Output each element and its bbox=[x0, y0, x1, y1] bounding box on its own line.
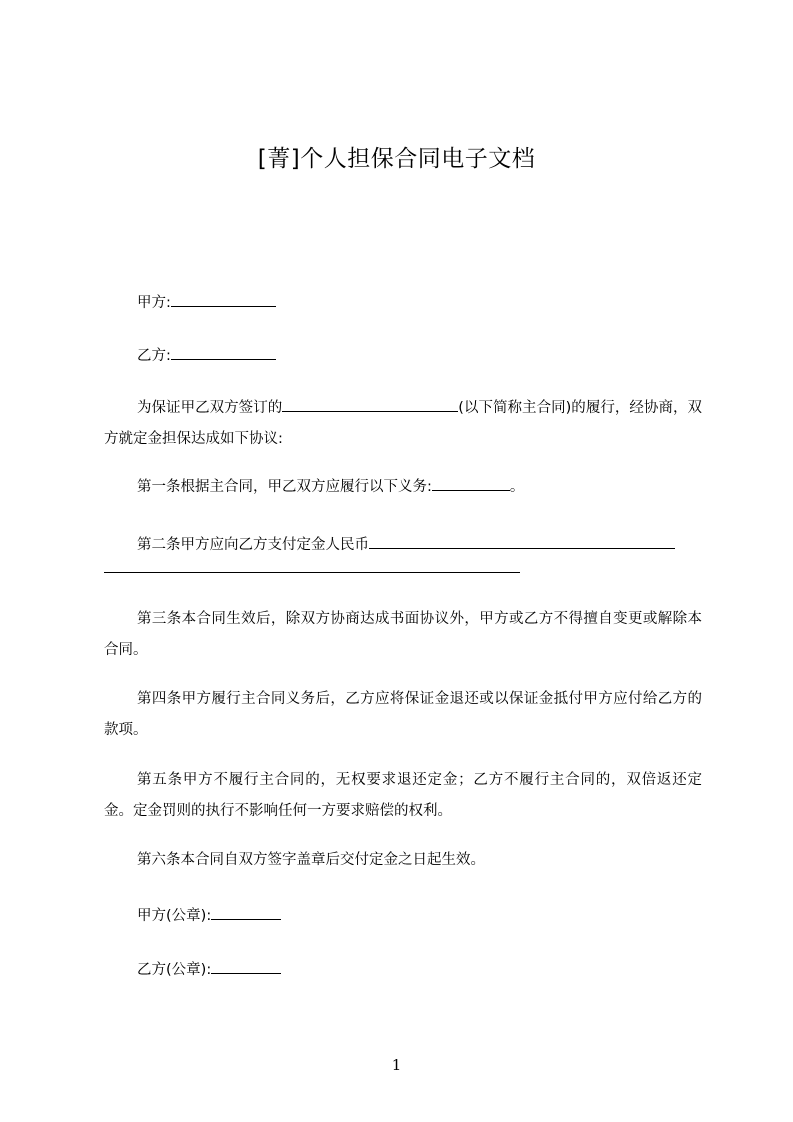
article-1-text: 第一条根据主合同，甲乙双方应履行以下义务: bbox=[137, 479, 432, 495]
party-a-line bbox=[137, 291, 276, 312]
page-number: 1 bbox=[391, 1056, 402, 1074]
article-1 bbox=[104, 472, 702, 503]
document-title: [菁]个人担保合同电子文档 bbox=[257, 146, 536, 172]
party-a-blank bbox=[171, 292, 276, 307]
main-contract-blank bbox=[282, 397, 458, 412]
seal-b-line bbox=[137, 958, 281, 979]
seal-a-line bbox=[137, 904, 281, 925]
party-a-label: 甲方: bbox=[137, 295, 171, 311]
article-6: 第六条本合同自双方签字盖章后交付定金之日起生效。 bbox=[137, 852, 485, 868]
party-b-blank bbox=[171, 345, 276, 360]
seal-a-label: 甲方(公章): bbox=[137, 908, 212, 924]
deposit-amount-blank-continued bbox=[104, 572, 520, 573]
deposit-amount-blank bbox=[369, 534, 675, 549]
seal-b-blank bbox=[211, 959, 281, 974]
seal-b-label: 乙方(公章): bbox=[137, 962, 212, 978]
article-4: 第四条甲方履行主合同义务后，乙方应将保证金退还或以保证金抵付甲方应付给乙方的款项。 bbox=[104, 691, 702, 738]
party-b-line bbox=[137, 344, 276, 365]
intro-text-before: 为保证甲乙双方签订的 bbox=[137, 400, 283, 416]
intro-text-after: (以下简称主合同)的履行，经协商，双方就定金担保达成如下协议: bbox=[104, 400, 703, 447]
seal-a-blank bbox=[211, 905, 281, 920]
party-b-label: 乙方: bbox=[137, 348, 171, 364]
article-1-end: 。 bbox=[509, 479, 525, 495]
obligations-blank bbox=[432, 476, 510, 491]
article-2-text: 第二条甲方应向乙方支付定金人民币 bbox=[137, 537, 369, 553]
article-5: 第五条甲方不履行主合同的，无权要求退还定金；乙方不履行主合同的，双倍返还定金。定金罚则的执行不影响任何一方要求赔偿的权利。 bbox=[104, 772, 702, 819]
article-3: 第三条本合同生效后，除双方协商达成书面协议外，甲方或乙方不得擅自变更或解除本合同。 bbox=[104, 611, 702, 658]
intro-paragraph bbox=[104, 393, 702, 455]
article-2 bbox=[104, 530, 702, 561]
